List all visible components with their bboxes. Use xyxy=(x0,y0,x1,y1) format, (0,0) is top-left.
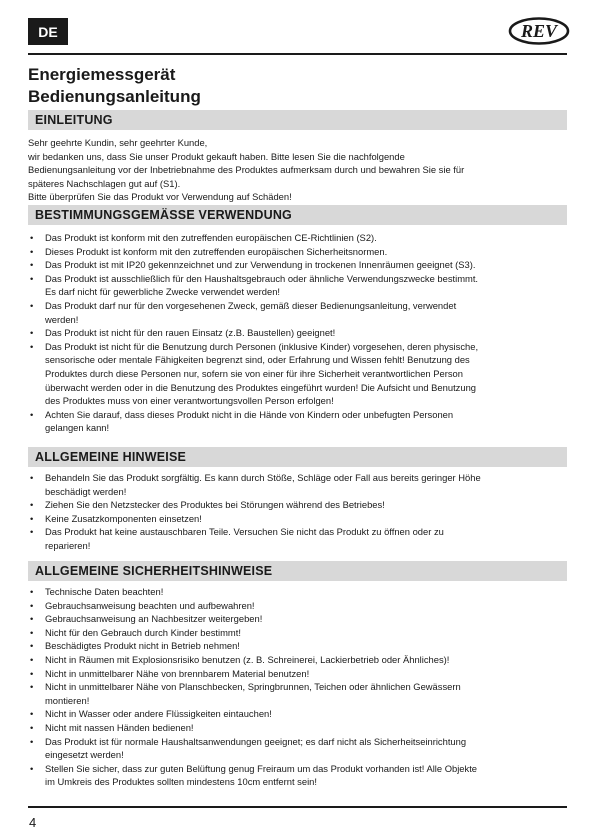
bullet-icon: • xyxy=(30,259,34,271)
list-item xyxy=(28,471,568,498)
list-item-line: Das Produkt ist nicht für die Benutzung durch Personen (inklusive Kinder) vorgesehen, deren physische, xyxy=(45,340,479,352)
list-item xyxy=(28,735,568,762)
intended-use-list xyxy=(28,231,568,435)
language-badge: DE xyxy=(28,18,68,45)
list-item-line: beschädigt werden! xyxy=(45,485,127,497)
list-item xyxy=(28,512,568,526)
list-item-line: Stellen Sie sicher, dass zur guten Belüftung genug Freiraum um das Produkt vorhanden ist! Alle Objekte xyxy=(45,762,478,774)
list-item-line: Behandeln Sie das Produkt sorgfältig. Es kann durch Stöße, Schläge oder Fall aus bereits geringer Höhe xyxy=(45,472,481,483)
page-number: 4 xyxy=(29,815,37,830)
intro-line: späteres Nachschlagen gut auf (S1). xyxy=(28,177,181,189)
list-item xyxy=(28,326,568,340)
list-item-line: Das Produkt ist für normale Haushaltsanwendungen geeignet; es darf nicht als Sicherheitseinrichtung xyxy=(45,735,467,747)
intro-line: Bitte überprüfen Sie das Produkt vor Verwendung auf Schäden! xyxy=(28,191,292,203)
list-item-line: Produktes durch diese Personen nur, sofern sie von einer für ihre Sicherheit verantwortlichen Person xyxy=(45,367,463,379)
bullet-icon: • xyxy=(30,327,34,339)
list-item-line: Das Produkt ist ausschließlich für den Haushaltsgebrauch oder ähnliche Verwendungszwecke bestimmt. xyxy=(45,272,479,284)
rev-brand-logo xyxy=(508,16,570,46)
list-item-line: Beschädigtes Produkt nicht in Betrieb nehmen! xyxy=(45,640,240,652)
list-item-line: reparieren! xyxy=(45,539,91,551)
section-heading-safety-notes: ALLGEMEINE SICHERHEITSHINWEISE xyxy=(28,561,567,581)
bullet-icon: • xyxy=(30,272,34,284)
list-item-line: Nicht in unmittelbarer Nähe von brennbarem Material benutzen! xyxy=(45,667,310,679)
list-item xyxy=(28,667,568,681)
list-item xyxy=(28,626,568,640)
intro-line: wir bedanken uns, dass Sie unser Produkt gekauft haben. Bitte lesen Sie die nachfolgende xyxy=(28,150,405,162)
list-item-line: sensorische oder mentale Fähigkeiten begrenzt sind, oder Erfahrung und Wissen fehlt! Benutzung des xyxy=(45,354,470,366)
bullet-icon: • xyxy=(30,599,34,611)
list-item xyxy=(28,272,568,299)
list-item xyxy=(28,245,568,259)
bullet-icon: • xyxy=(30,232,34,243)
list-item-line: Gebrauchsanweisung beachten und aufbewahren! xyxy=(45,599,255,611)
bullet-icon: • xyxy=(30,640,34,652)
list-item-line: Das Produkt ist konform mit den zutreffenden europäischen CE-Richtlinien (S2). xyxy=(45,232,377,243)
list-item-line: Gebrauchsanweisung an Nachbesitzer weitergeben! xyxy=(45,613,263,625)
intro-line: Bedienungsanleitung vor der Inbetriebnahme des Produktes aufmerksam durch und bewahren Sie sie für xyxy=(28,164,465,176)
bullet-icon: • xyxy=(30,512,34,524)
list-item-line: eingesetzt werden! xyxy=(45,749,124,761)
top-divider xyxy=(28,53,567,55)
list-item-line: Keine Zusatzkomponenten einsetzen! xyxy=(45,512,202,524)
bullet-icon: • xyxy=(30,653,34,665)
list-item-line: Nicht für den Gebrauch durch Kinder bestimmt! xyxy=(45,626,241,638)
bullet-icon: • xyxy=(30,681,34,693)
bullet-icon: • xyxy=(30,499,34,511)
bullet-icon: • xyxy=(30,472,34,483)
bullet-icon: • xyxy=(30,708,34,720)
list-item xyxy=(28,707,568,721)
list-item xyxy=(28,231,568,245)
bullet-icon: • xyxy=(30,245,34,257)
list-item-line: Technische Daten beachten! xyxy=(45,586,164,597)
list-item xyxy=(28,525,568,552)
list-item xyxy=(28,680,568,707)
list-item-line: im Umkreis des Produktes sollten mindestens 10cm entfernt sein! xyxy=(45,776,317,788)
list-item xyxy=(28,340,568,408)
bullet-icon: • xyxy=(30,762,34,774)
title-document-type: Bedienungsanleitung xyxy=(28,87,201,106)
list-item-line: Nicht mit nassen Händen bedienen! xyxy=(45,721,194,733)
list-item xyxy=(28,258,568,272)
bullet-icon: • xyxy=(30,299,34,311)
list-item-line: überwacht werden oder in die Benutzung des Produktes eingeführt wurden! Die Aufsicht und Benutzung xyxy=(45,381,477,393)
list-item-line: Nicht in Räumen mit Explosionsrisiko benutzen (z. B. Schreinerei, Lackierbetrieb oder Ähnliches)! xyxy=(45,653,450,665)
general-notes-list xyxy=(28,471,568,553)
section-heading-general-notes: ALLGEMEINE HINWEISE xyxy=(28,447,567,467)
list-item-line: Dieses Produkt ist konform mit den zutreffenden europäischen Sicherheitsnormen. xyxy=(45,245,388,257)
list-item xyxy=(28,498,568,512)
list-item-line: werden! xyxy=(45,313,79,325)
list-item xyxy=(28,612,568,626)
list-item-line: Nicht in Wasser oder andere Flüssigkeiten eintauchen! xyxy=(45,708,272,720)
svg-text:REV: REV xyxy=(520,21,558,41)
document-title xyxy=(28,64,568,108)
bullet-icon: • xyxy=(30,721,34,733)
list-item xyxy=(28,299,568,326)
bullet-icon: • xyxy=(30,526,34,538)
list-item-line: gelangen kann! xyxy=(45,422,110,434)
intro-text xyxy=(28,136,568,204)
bullet-icon: • xyxy=(30,408,34,420)
bullet-icon: • xyxy=(30,613,34,625)
list-item-line: Nicht in unmittelbarer Nähe von Planschbecken, Springbrunnen, Teichen oder ähnlichen Gewässern xyxy=(45,681,461,693)
section-heading-einleitung: EINLEITUNG xyxy=(28,110,567,130)
list-item-line: des Produktes muss von einer verantwortungsvollen Person erfolgen! xyxy=(45,395,334,407)
list-item xyxy=(28,639,568,653)
bottom-divider xyxy=(28,806,567,808)
list-item-line: Das Produkt darf nur für den vorgesehenen Zweck, gemäß dieser Bedienungsanleitung, verwendet xyxy=(45,299,457,311)
section-heading-intended-use: BESTIMMUNGSGEMÄSSE VERWENDUNG xyxy=(28,205,567,225)
list-item-line: Ziehen Sie den Netzstecker des Produktes bei Störungen während des Betriebes! xyxy=(45,499,385,511)
list-item xyxy=(28,653,568,667)
intro-line: Sehr geehrte Kundin, sehr geehrter Kunde, xyxy=(28,137,208,148)
bullet-icon: • xyxy=(30,667,34,679)
title-product-name: Energiemessgerät xyxy=(28,65,176,84)
list-item-line: Das Produkt hat keine austauschbaren Teile. Versuchen Sie nicht das Produkt zu öffnen oder zu xyxy=(45,526,444,538)
list-item-line: Achten Sie darauf, dass dieses Produkt nicht in die Hände von Kindern oder unbefugten Personen xyxy=(45,408,454,420)
list-item xyxy=(28,599,568,613)
list-item xyxy=(28,585,568,599)
list-item xyxy=(28,408,568,435)
list-item-line: montieren! xyxy=(45,694,90,706)
safety-notes-list xyxy=(28,585,568,789)
bullet-icon: • xyxy=(30,735,34,747)
list-item-line: Es darf nicht für gewerbliche Zwecke verwendet werden! xyxy=(45,286,281,298)
bullet-icon: • xyxy=(30,340,34,352)
list-item-line: Das Produkt ist mit IP20 gekennzeichnet und zur Verwendung in trockenen Innenräumen geeignet (S3). xyxy=(45,259,476,271)
bullet-icon: • xyxy=(30,586,34,597)
bullet-icon: • xyxy=(30,626,34,638)
list-item xyxy=(28,762,568,789)
list-item xyxy=(28,721,568,735)
list-item-line: Das Produkt ist nicht für den rauen Einsatz (z.B. Baustellen) geeignet! xyxy=(45,327,336,339)
